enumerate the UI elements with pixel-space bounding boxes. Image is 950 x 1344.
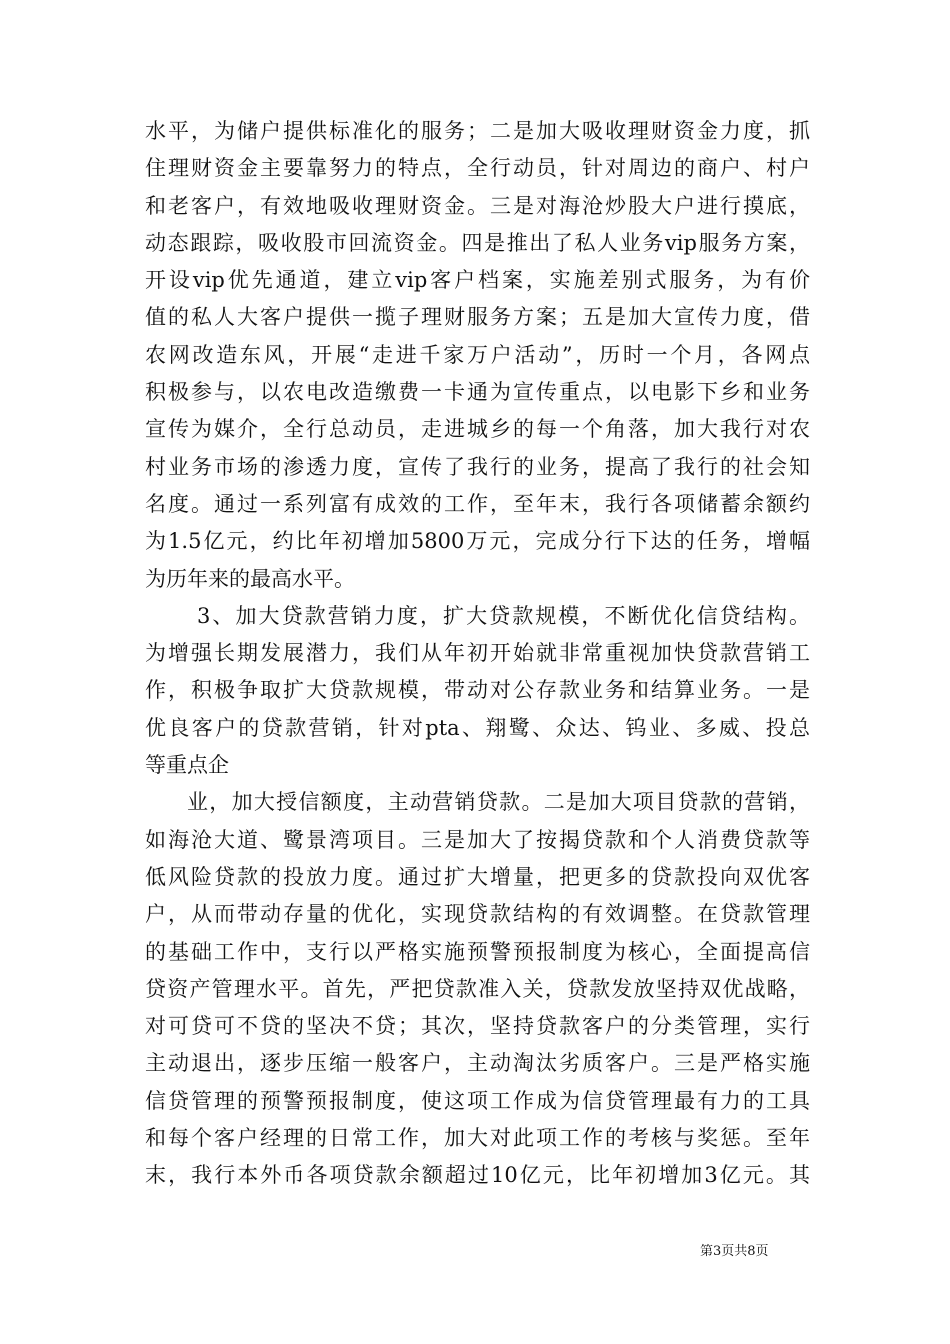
text-line: 开设vip优先通道，建立vip客户档案，实施差别式服务，为有价	[145, 268, 810, 293]
body-text	[145, 113, 810, 1195]
text-line: 主动退出，逐步压缩一般客户，主动淘汰劣质客户。三是严格实施	[145, 1051, 810, 1076]
text-line: 优良客户的贷款营销，针对pta、翔鹭、众达、钨业、多威、投总	[145, 715, 810, 740]
text-line: 住理财资金主要靠努力的特点，全行动员，针对周边的商户、村户	[145, 156, 810, 181]
text-line: 等重点企	[145, 753, 229, 778]
text-line: 积极参与，以农电改造缴费一卡通为宣传重点，以电影下乡和业务	[145, 380, 810, 405]
text-line: 名度。通过一系列富有成效的工作，至年末，我行各项储蓄余额约	[145, 491, 810, 516]
text-line: 如海沧大道、鹭景湾项目。三是加大了按揭贷款和个人消费贷款等	[145, 827, 810, 852]
text-line: 为1.5亿元，约比年初增加5800万元，完成分行下达的任务，增幅	[145, 529, 810, 554]
page-number: 第3页共8页	[700, 1244, 769, 1259]
text-line: 户，从而带动存量的优化，实现贷款结构的有效调整。在贷款管理	[145, 902, 810, 927]
text-line: 村业务市场的渗透力度，宣传了我行的业务，提高了我行的社会知	[145, 454, 810, 479]
text-line: 和老客户，有效地吸收理财资金。三是对海沧炒股大户进行摸底，	[145, 193, 810, 218]
text-line: 业，加大授信额度，主动营销贷款。二是加大项目贷款的营销，	[187, 790, 810, 815]
text-line: 作，积极争取扩大贷款规模，带动对公存款业务和结算业务。一是	[145, 678, 810, 703]
text-line: 贷资产管理水平。首先，严把贷款准入关，贷款发放坚持双优战略，	[145, 976, 810, 1001]
text-line: 为历年来的最高水平。	[145, 566, 355, 591]
section-heading-line: 3、加大贷款营销力度，扩大贷款规模，不断优化信贷结构。	[197, 603, 810, 628]
text-line: 信贷管理的预警预报制度，使这项工作成为信贷管理最有力的工具	[145, 1088, 810, 1113]
text-line: 宣传为媒介，全行总动员，走进城乡的每一个角落，加大我行对农	[145, 417, 810, 442]
text-line: 的基础工作中，支行以严格实施预警预报制度为核心，全面提高信	[145, 939, 810, 964]
text-line: 值的私人大客户提供一揽子理财服务方案；五是加大宣传力度，借	[145, 305, 810, 330]
text-line: 和每个客户经理的日常工作，加大对此项工作的考核与奖惩。至年	[145, 1126, 810, 1151]
text-line: 对可贷可不贷的坚决不贷；其次，坚持贷款客户的分类管理，实行	[145, 1014, 810, 1039]
text-line: 为增强长期发展潜力，我们从年初开始就非常重视加快贷款营销工	[145, 641, 810, 666]
text-line: 末，我行本外币各项贷款余额超过10亿元，比年初增加3亿元。其	[145, 1163, 810, 1188]
text-line: 农网改造东风，开展“走进千家万户活动”，历时一个月，各网点	[145, 342, 810, 367]
text-line: 低风险贷款的投放力度。通过扩大增量，把更多的贷款投向双优客	[145, 864, 810, 889]
text-line: 动态跟踪，吸收股市回流资金。四是推出了私人业务vip服务方案，	[145, 230, 810, 255]
text-line: 水平，为储户提供标准化的服务；二是加大吸收理财资金力度，抓	[145, 119, 810, 143]
